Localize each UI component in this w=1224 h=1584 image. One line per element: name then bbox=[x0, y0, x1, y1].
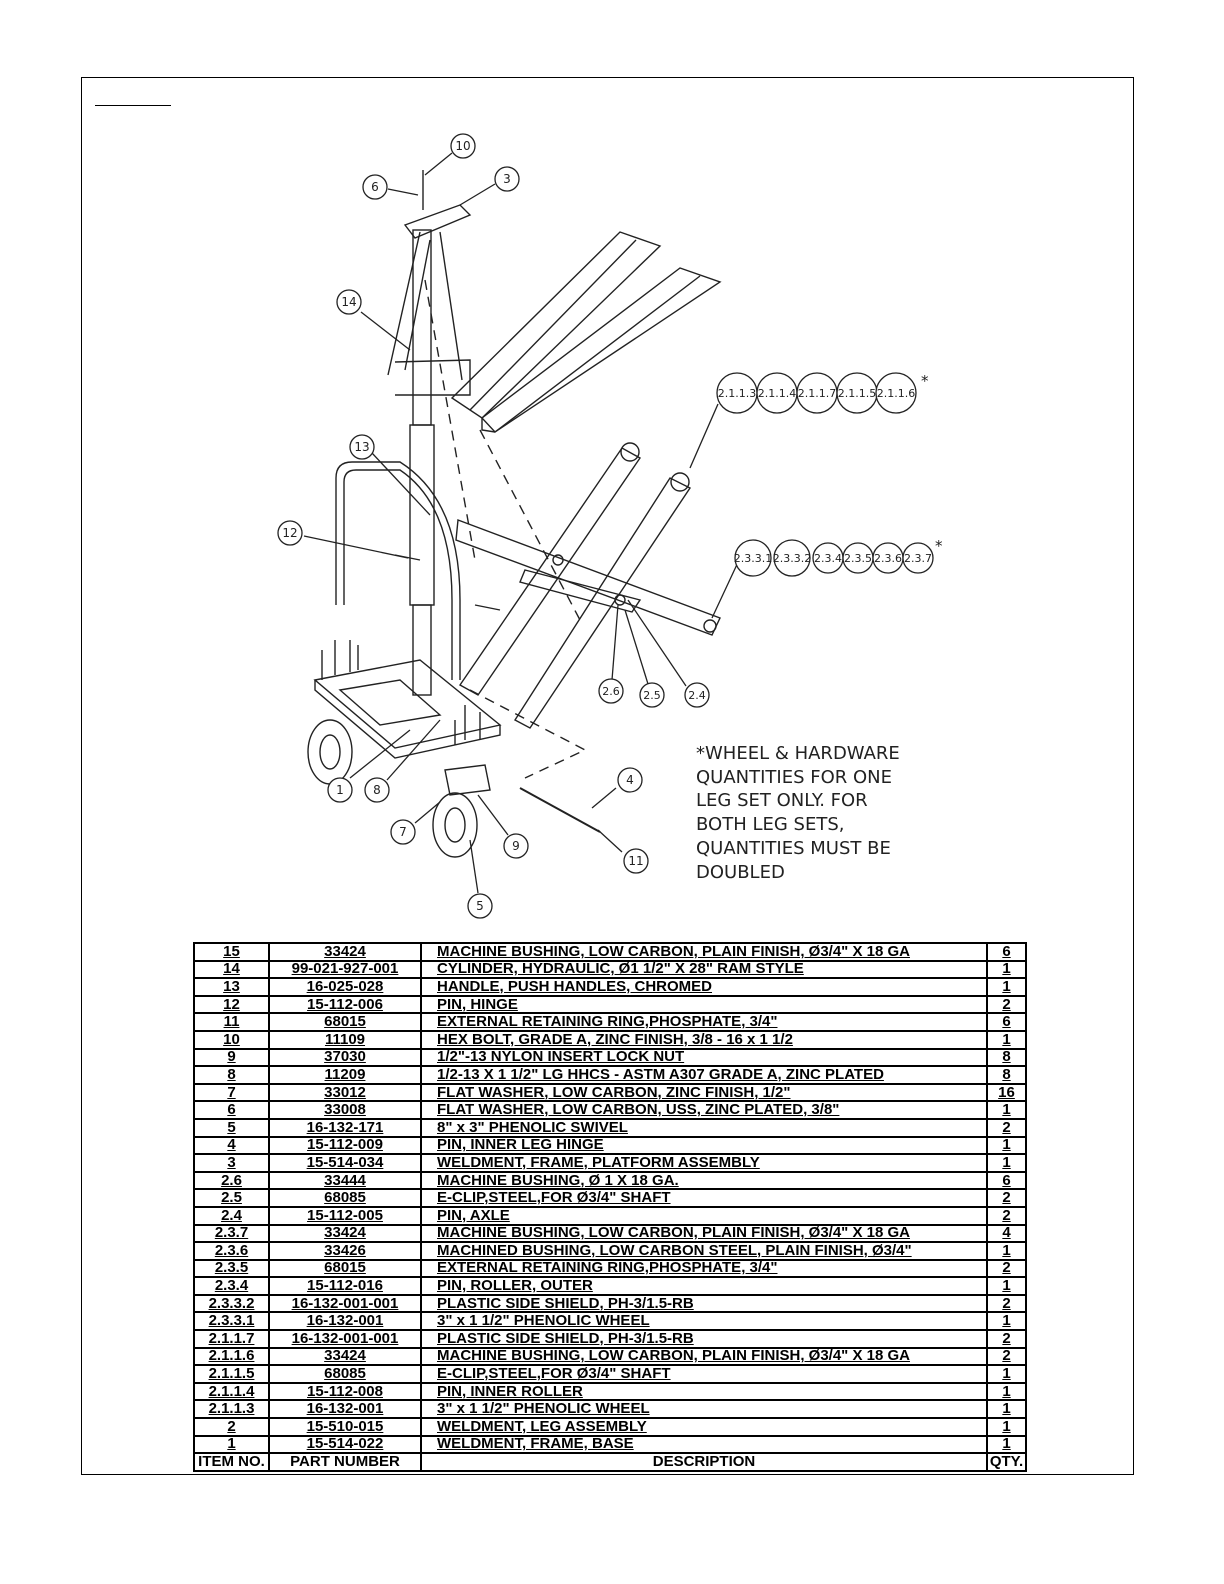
leg-bottom-callout-group bbox=[734, 537, 943, 576]
header-description: DESCRIPTION bbox=[421, 1453, 987, 1471]
part-number-cell: 33424 bbox=[269, 1225, 421, 1243]
description-cell: WELDMENT, LEG ASSEMBLY bbox=[421, 1418, 987, 1436]
note-line: LEG SET ONLY. FOR bbox=[696, 790, 868, 812]
table-row bbox=[194, 978, 1026, 996]
callout-2-1-1-6 bbox=[876, 373, 916, 413]
svg-text:1: 1 bbox=[336, 783, 344, 797]
item-no-cell: 2.1.1.4 bbox=[194, 1383, 269, 1401]
table-row bbox=[194, 1225, 1026, 1243]
part-number-cell: 68085 bbox=[269, 1365, 421, 1383]
callout-7 bbox=[391, 820, 415, 844]
svg-text:2.4: 2.4 bbox=[688, 689, 706, 702]
table-row bbox=[194, 1400, 1026, 1418]
svg-text:2.1.1.3: 2.1.1.3 bbox=[717, 387, 757, 400]
item-no-cell: 2.4 bbox=[194, 1207, 269, 1225]
asterisk-bottom: * bbox=[935, 537, 943, 555]
item-no-cell: 2.3.3.2 bbox=[194, 1295, 269, 1313]
callout-9 bbox=[504, 834, 528, 858]
svg-text:6: 6 bbox=[371, 180, 379, 194]
leg-top-callout-group bbox=[717, 372, 929, 413]
item-no-cell: 3 bbox=[194, 1154, 269, 1172]
description-cell: MACHINE BUSHING, LOW CARBON, PLAIN FINISH, Ø3/4" X 18 GA bbox=[421, 1225, 987, 1243]
part-number-cell: 33444 bbox=[269, 1172, 421, 1190]
part-number-cell: 16-132-001 bbox=[269, 1400, 421, 1418]
table-row bbox=[194, 996, 1026, 1014]
note-line: *WHEEL & HARDWARE bbox=[696, 743, 900, 764]
description-cell: FLAT WASHER, LOW CARBON, ZINC FINISH, 1/2" bbox=[421, 1084, 987, 1102]
qty-cell: 1 bbox=[987, 1101, 1026, 1119]
description-cell: EXTERNAL RETAINING RING,PHOSPHATE, 3/4" bbox=[421, 1260, 987, 1278]
part-number-cell: 11209 bbox=[269, 1066, 421, 1084]
svg-text:2.3.3.1: 2.3.3.1 bbox=[733, 552, 773, 565]
description-cell: 1/2-13 X 1 1/2" LG HHCS - ASTM A307 GRADE A, ZINC PLATED bbox=[421, 1066, 987, 1084]
part-number-cell: 16-132-171 bbox=[269, 1119, 421, 1137]
callout-8 bbox=[365, 778, 389, 802]
table-row bbox=[194, 1154, 1026, 1172]
svg-text:2.3.5: 2.3.5 bbox=[844, 552, 872, 565]
item-no-cell: 8 bbox=[194, 1066, 269, 1084]
description-cell: MACHINE BUSHING, LOW CARBON, PLAIN FINISH, Ø3/4" X 18 GA bbox=[421, 943, 987, 961]
part-number-cell: 33008 bbox=[269, 1101, 421, 1119]
item-no-cell: 2 bbox=[194, 1418, 269, 1436]
table-row bbox=[194, 1119, 1026, 1137]
callout-14 bbox=[337, 290, 361, 314]
item-no-cell: 2.1.1.3 bbox=[194, 1400, 269, 1418]
description-cell: CYLINDER, HYDRAULIC, Ø1 1/2" X 28" RAM STYLE bbox=[421, 961, 987, 979]
item-no-cell: 13 bbox=[194, 978, 269, 996]
callout-2-3-7 bbox=[903, 543, 933, 573]
description-cell: 3" x 1 1/2" PHENOLIC WHEEL bbox=[421, 1312, 987, 1330]
item-no-cell: 4 bbox=[194, 1137, 269, 1155]
part-number-cell: 15-514-022 bbox=[269, 1436, 421, 1454]
item-no-cell: 2.1.1.6 bbox=[194, 1348, 269, 1366]
header-item-no: ITEM NO. bbox=[194, 1453, 269, 1471]
part-number-cell: 68015 bbox=[269, 1260, 421, 1278]
item-no-cell: 12 bbox=[194, 996, 269, 1014]
asterisk-top: * bbox=[921, 372, 929, 390]
item-no-cell: 15 bbox=[194, 943, 269, 961]
item-no-cell: 5 bbox=[194, 1119, 269, 1137]
callout-11 bbox=[624, 849, 648, 873]
part-number-cell: 33424 bbox=[269, 943, 421, 961]
qty-cell: 1 bbox=[987, 1137, 1026, 1155]
description-cell: HANDLE, PUSH HANDLES, CHROMED bbox=[421, 978, 987, 996]
callout-5 bbox=[468, 894, 492, 918]
part-number-cell: 16-132-001-001 bbox=[269, 1330, 421, 1348]
item-no-cell: 2.3.4 bbox=[194, 1277, 269, 1295]
header-part-number: PART NUMBER bbox=[269, 1453, 421, 1471]
item-no-cell: 2.5 bbox=[194, 1189, 269, 1207]
table-row bbox=[194, 943, 1026, 961]
table-row bbox=[194, 1207, 1026, 1225]
qty-cell: 1 bbox=[987, 1031, 1026, 1049]
callout-2-4 bbox=[685, 683, 709, 707]
title-underline-mark bbox=[95, 105, 171, 106]
qty-cell: 1 bbox=[987, 1436, 1026, 1454]
table-row bbox=[194, 1084, 1026, 1102]
description-cell: E-CLIP,STEEL,FOR Ø3/4" SHAFT bbox=[421, 1189, 987, 1207]
svg-text:2.5: 2.5 bbox=[643, 689, 661, 702]
svg-text:14: 14 bbox=[341, 295, 357, 309]
table-row bbox=[194, 1066, 1026, 1084]
callout-2-3-4 bbox=[813, 543, 843, 573]
qty-cell: 1 bbox=[987, 1418, 1026, 1436]
svg-text:2.3.6: 2.3.6 bbox=[874, 552, 902, 565]
item-no-cell: 7 bbox=[194, 1084, 269, 1102]
description-cell: 1/2"-13 NYLON INSERT LOCK NUT bbox=[421, 1049, 987, 1067]
svg-text:8: 8 bbox=[373, 783, 381, 797]
table-row bbox=[194, 1137, 1026, 1155]
description-cell: PIN, INNER LEG HINGE bbox=[421, 1137, 987, 1155]
description-cell: 3" x 1 1/2" PHENOLIC WHEEL bbox=[421, 1400, 987, 1418]
note-line: QUANTITIES FOR ONE bbox=[696, 766, 893, 788]
bom-body bbox=[194, 943, 1026, 1471]
svg-text:2.3.3.2: 2.3.3.2 bbox=[772, 552, 812, 565]
description-cell: PIN, ROLLER, OUTER bbox=[421, 1277, 987, 1295]
qty-cell: 6 bbox=[987, 1013, 1026, 1031]
table-row bbox=[194, 1312, 1026, 1330]
table-row bbox=[194, 1383, 1026, 1401]
callout-2-1-1-5 bbox=[837, 373, 877, 413]
qty-cell: 2 bbox=[987, 1295, 1026, 1313]
svg-text:10: 10 bbox=[455, 139, 471, 153]
item-no-cell: 10 bbox=[194, 1031, 269, 1049]
qty-cell: 8 bbox=[987, 1049, 1026, 1067]
callout-2-1-1-3 bbox=[717, 373, 757, 413]
part-number-cell: 15-514-034 bbox=[269, 1154, 421, 1172]
description-cell: MACHINE BUSHING, Ø 1 X 18 GA. bbox=[421, 1172, 987, 1190]
qty-cell: 2 bbox=[987, 1260, 1026, 1278]
item-no-cell: 2.3.3.1 bbox=[194, 1312, 269, 1330]
qty-cell: 2 bbox=[987, 996, 1026, 1014]
qty-cell: 6 bbox=[987, 943, 1026, 961]
description-cell: E-CLIP,STEEL,FOR Ø3/4" SHAFT bbox=[421, 1365, 987, 1383]
qty-cell: 1 bbox=[987, 961, 1026, 979]
table-row bbox=[194, 1260, 1026, 1278]
svg-text:2.1.1.7: 2.1.1.7 bbox=[797, 387, 837, 400]
callout-6 bbox=[363, 175, 387, 199]
header-qty: QTY. bbox=[987, 1453, 1026, 1471]
part-number-cell: 15-112-006 bbox=[269, 996, 421, 1014]
description-cell: PIN, AXLE bbox=[421, 1207, 987, 1225]
callout-2-3-3-2 bbox=[773, 540, 811, 576]
table-row bbox=[194, 1189, 1026, 1207]
table-row bbox=[194, 1101, 1026, 1119]
description-cell: EXTERNAL RETAINING RING,PHOSPHATE, 3/4" bbox=[421, 1013, 987, 1031]
qty-cell: 1 bbox=[987, 1312, 1026, 1330]
note-line: DOUBLED bbox=[696, 861, 785, 883]
table-header-row bbox=[194, 1453, 1026, 1471]
description-cell: WELDMENT, FRAME, PLATFORM ASSEMBLY bbox=[421, 1154, 987, 1172]
svg-text:2.3.7: 2.3.7 bbox=[904, 552, 932, 565]
description-cell: PLASTIC SIDE SHIELD, PH-3/1.5-RB bbox=[421, 1295, 987, 1313]
description-cell: 8" x 3" PHENOLIC SWIVEL bbox=[421, 1119, 987, 1137]
quantity-note bbox=[696, 742, 900, 884]
svg-text:5: 5 bbox=[476, 899, 484, 913]
svg-text:9: 9 bbox=[512, 839, 520, 853]
item-no-cell: 6 bbox=[194, 1101, 269, 1119]
item-no-cell: 1 bbox=[194, 1436, 269, 1454]
svg-text:2.3.4: 2.3.4 bbox=[814, 552, 842, 565]
part-number-cell: 33426 bbox=[269, 1242, 421, 1260]
part-number-cell: 15-112-009 bbox=[269, 1137, 421, 1155]
item-no-cell: 2.1.1.5 bbox=[194, 1365, 269, 1383]
svg-text:2.1.1.5: 2.1.1.5 bbox=[837, 387, 877, 400]
part-number-cell: 99-021-927-001 bbox=[269, 961, 421, 979]
item-no-cell: 14 bbox=[194, 961, 269, 979]
part-number-cell: 15-112-008 bbox=[269, 1383, 421, 1401]
description-cell: FLAT WASHER, LOW CARBON, USS, ZINC PLATED, 3/8" bbox=[421, 1101, 987, 1119]
callout-2-1-1-7 bbox=[797, 373, 837, 413]
part-number-cell: 33424 bbox=[269, 1348, 421, 1366]
part-number-cell: 11109 bbox=[269, 1031, 421, 1049]
qty-cell: 1 bbox=[987, 1242, 1026, 1260]
table-row bbox=[194, 1031, 1026, 1049]
part-number-cell: 16-132-001 bbox=[269, 1312, 421, 1330]
svg-text:2.6: 2.6 bbox=[602, 685, 620, 698]
item-no-cell: 2.3.7 bbox=[194, 1225, 269, 1243]
qty-cell: 2 bbox=[987, 1348, 1026, 1366]
qty-cell: 1 bbox=[987, 978, 1026, 996]
table-row bbox=[194, 1295, 1026, 1313]
qty-cell: 16 bbox=[987, 1084, 1026, 1102]
table-row bbox=[194, 1418, 1026, 1436]
table-row bbox=[194, 1365, 1026, 1383]
item-no-cell: 2.3.6 bbox=[194, 1242, 269, 1260]
item-no-cell: 2.6 bbox=[194, 1172, 269, 1190]
item-no-cell: 11 bbox=[194, 1013, 269, 1031]
callout-2-5 bbox=[640, 683, 664, 707]
note-line: BOTH LEG SETS, bbox=[696, 814, 845, 836]
assembly-linework bbox=[308, 170, 720, 857]
item-no-cell: 2.3.5 bbox=[194, 1260, 269, 1278]
table-row bbox=[194, 1172, 1026, 1190]
callout-2-3-5 bbox=[843, 543, 873, 573]
qty-cell: 2 bbox=[987, 1207, 1026, 1225]
svg-text:2.1.1.6: 2.1.1.6 bbox=[876, 387, 916, 400]
callout-1 bbox=[328, 778, 352, 802]
svg-text:3: 3 bbox=[503, 172, 511, 186]
description-cell: HEX BOLT, GRADE A, ZINC FINISH, 3/8 - 16 x 1 1/2 bbox=[421, 1031, 987, 1049]
item-no-cell: 2.1.1.7 bbox=[194, 1330, 269, 1348]
svg-text:11: 11 bbox=[628, 854, 644, 868]
table-row bbox=[194, 1049, 1026, 1067]
description-cell: WELDMENT, FRAME, BASE bbox=[421, 1436, 987, 1454]
description-cell: PLASTIC SIDE SHIELD, PH-3/1.5-RB bbox=[421, 1330, 987, 1348]
callout-3 bbox=[495, 167, 519, 191]
callout-10 bbox=[451, 134, 475, 158]
table-row bbox=[194, 1330, 1026, 1348]
callout-balloons bbox=[278, 134, 709, 918]
part-number-cell: 68085 bbox=[269, 1189, 421, 1207]
qty-cell: 4 bbox=[987, 1225, 1026, 1243]
qty-cell: 6 bbox=[987, 1172, 1026, 1190]
callout-2-3-6 bbox=[873, 543, 903, 573]
qty-cell: 1 bbox=[987, 1383, 1026, 1401]
part-number-cell: 16-132-001-001 bbox=[269, 1295, 421, 1313]
table-row bbox=[194, 1277, 1026, 1295]
callout-2-6 bbox=[599, 679, 623, 703]
note-line: QUANTITIES MUST BE bbox=[696, 837, 891, 859]
qty-cell: 2 bbox=[987, 1330, 1026, 1348]
table-row bbox=[194, 1013, 1026, 1031]
qty-cell: 1 bbox=[987, 1365, 1026, 1383]
table-row bbox=[194, 1436, 1026, 1454]
bill-of-materials-table bbox=[193, 942, 1027, 1472]
description-cell: MACHINED BUSHING, LOW CARBON STEEL, PLAIN FINISH, Ø3/4" bbox=[421, 1242, 987, 1260]
part-number-cell: 16-025-028 bbox=[269, 978, 421, 996]
table-row bbox=[194, 1242, 1026, 1260]
description-cell: PIN, HINGE bbox=[421, 996, 987, 1014]
svg-text:13: 13 bbox=[354, 440, 370, 454]
qty-cell: 2 bbox=[987, 1189, 1026, 1207]
qty-cell: 1 bbox=[987, 1154, 1026, 1172]
svg-text:7: 7 bbox=[399, 825, 407, 839]
table-row bbox=[194, 1348, 1026, 1366]
svg-text:2.1.1.4: 2.1.1.4 bbox=[757, 387, 797, 400]
table-row bbox=[194, 961, 1026, 979]
callout-4 bbox=[618, 768, 642, 792]
callout-2-1-1-4 bbox=[757, 373, 797, 413]
description-cell: MACHINE BUSHING, LOW CARBON, PLAIN FINISH, Ø3/4" X 18 GA bbox=[421, 1348, 987, 1366]
part-number-cell: 15-112-005 bbox=[269, 1207, 421, 1225]
qty-cell: 2 bbox=[987, 1119, 1026, 1137]
qty-cell: 1 bbox=[987, 1277, 1026, 1295]
callout-12 bbox=[278, 521, 302, 545]
part-number-cell: 37030 bbox=[269, 1049, 421, 1067]
description-cell: PIN, INNER ROLLER bbox=[421, 1383, 987, 1401]
part-number-cell: 33012 bbox=[269, 1084, 421, 1102]
part-number-cell: 15-112-016 bbox=[269, 1277, 421, 1295]
item-no-cell: 9 bbox=[194, 1049, 269, 1067]
callout-2-3-3-1 bbox=[734, 540, 772, 576]
svg-text:12: 12 bbox=[282, 526, 298, 540]
part-number-cell: 68015 bbox=[269, 1013, 421, 1031]
part-number-cell: 15-510-015 bbox=[269, 1418, 421, 1436]
callout-13 bbox=[350, 435, 374, 459]
qty-cell: 1 bbox=[987, 1400, 1026, 1418]
svg-text:4: 4 bbox=[626, 773, 634, 787]
qty-cell: 8 bbox=[987, 1066, 1026, 1084]
